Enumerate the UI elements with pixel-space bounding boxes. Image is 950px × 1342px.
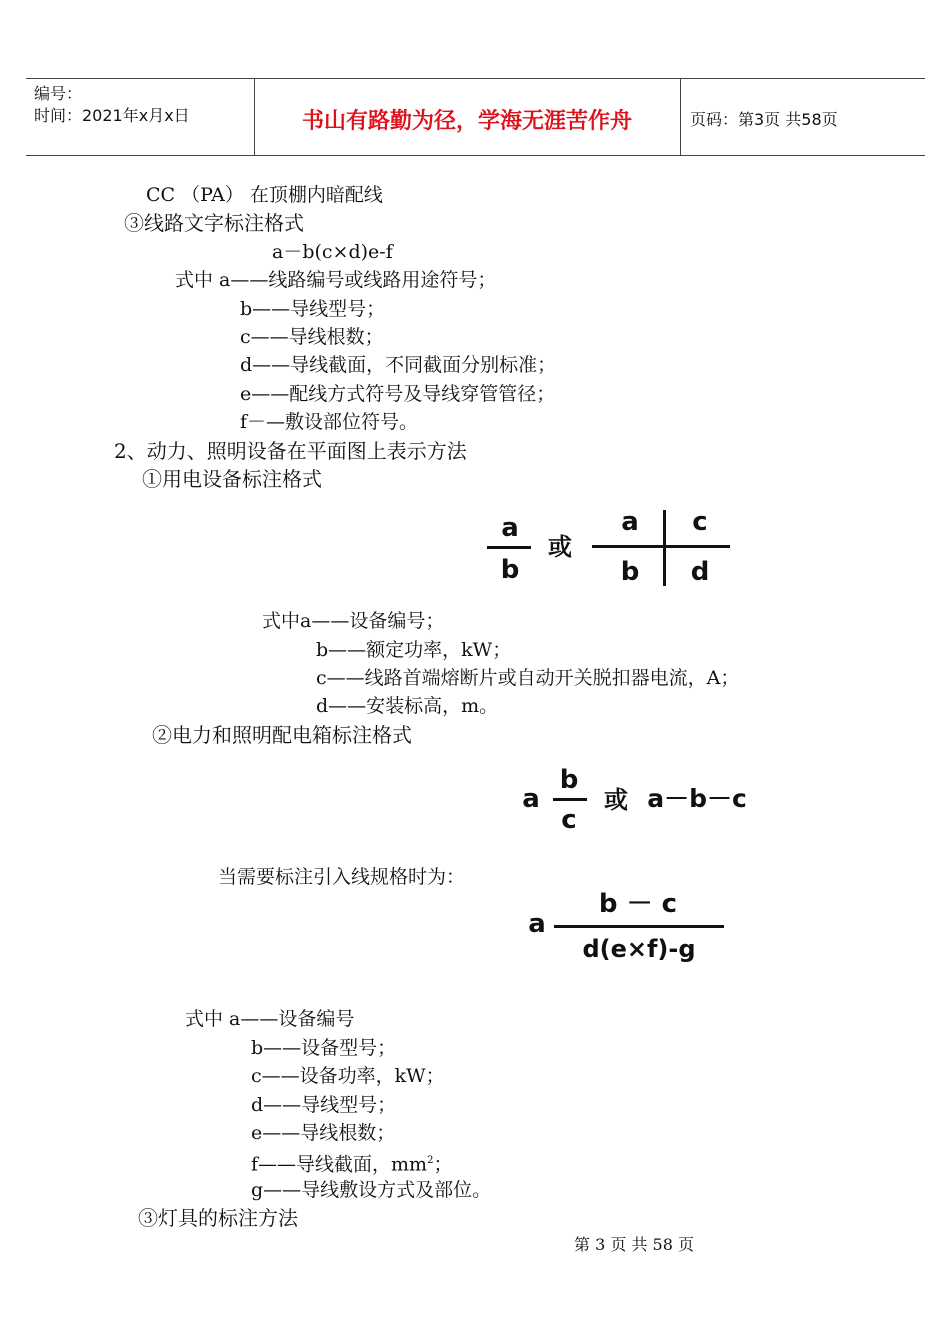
formula1-fraction-bar (487, 546, 531, 549)
header-bottom-rule (26, 155, 925, 156)
formula2-alt: a－b－c (647, 784, 747, 813)
formula1-d2: d (690, 557, 710, 587)
formula-text: a－b(c×d)e-f (272, 241, 393, 263)
header-meta (34, 83, 190, 127)
formula1-b: b (500, 555, 520, 585)
text-line: b——导线型号； (240, 298, 386, 320)
formula1-cross-hbar (592, 545, 730, 548)
text-line: d——导线型号； (251, 1094, 397, 1116)
section-heading: ③线路文字标注格式 (124, 211, 304, 235)
text-line: f－—敷设部位符号。 (240, 411, 419, 433)
text-line: e——配线方式符号及导线穿管管径； (240, 383, 556, 405)
text-line: 式中 a——线路编号或线路用途符号； (175, 269, 497, 291)
formula1-or: 或 (548, 533, 572, 561)
text-line: c——设备功率，kW； (251, 1065, 445, 1087)
section-heading: 2、动力、照明设备在平面图上表示方法 (114, 439, 467, 463)
formula3-a: a (528, 909, 546, 939)
formula3-fraction-bar (554, 925, 724, 928)
time-label: 时间：2021年x月x日 (34, 106, 190, 125)
text-line: b——设备型号； (251, 1037, 397, 1059)
formula1-cross-vbar (663, 510, 666, 586)
formula2-fraction-bar (553, 798, 587, 801)
header-motto: 书山有路勤为径，学海无涯苦作舟 (301, 109, 632, 134)
text-line: g——导线敷设方式及部位。 (251, 1179, 492, 1201)
formula2-c: c (561, 805, 577, 835)
text-line: d——安装标高，m。 (316, 695, 499, 717)
text-line: 式中a——设备编号； (262, 610, 445, 632)
text-line: 式中 a——设备编号 (185, 1008, 355, 1030)
section-heading: ②电力和照明配电箱标注格式 (152, 723, 412, 747)
formula2-b: b (559, 765, 579, 795)
page-footer: 第 3 页 共 58 页 (574, 1235, 694, 1254)
section-heading: ③灯具的标注方法 (138, 1206, 298, 1230)
serial-label: 编号： (34, 84, 83, 103)
formula1-a2: a (621, 507, 639, 537)
header-page-info: 页码：第3页 共58页 (690, 110, 838, 129)
text-line: c——线路首端熔断片或自动开关脱扣器电流，A； (316, 667, 740, 689)
text-line: c——导线根数； (240, 326, 384, 348)
formula1-c2: c (692, 507, 708, 537)
formula3-numerator: b － c (598, 889, 678, 919)
formula2-or: 或 (604, 786, 628, 814)
section-heading: ①用电设备标注格式 (142, 467, 322, 491)
text-fragment: f——导线截面，mm (251, 1153, 428, 1176)
header-divider-right (680, 78, 681, 155)
text-fragment: ； (433, 1153, 453, 1176)
text-line: b——额定功率，kW； (316, 639, 512, 661)
text-line (251, 1149, 452, 1176)
formula3-denominator: d(e×f)-g (582, 935, 696, 963)
text-line: 当需要标注引入线规格时为： (218, 866, 466, 888)
formula1-a: a (501, 513, 519, 543)
text-line: CC （PA） 在顶棚内暗配线 (146, 184, 383, 206)
text-line: e——导线根数； (251, 1122, 396, 1144)
formula1-b2: b (620, 557, 640, 587)
header-top-rule (26, 78, 925, 79)
text-line: d——导线截面，不同截面分别标准； (240, 354, 557, 376)
formula2-a: a (522, 784, 540, 814)
superscript: 2 (427, 1155, 434, 1166)
